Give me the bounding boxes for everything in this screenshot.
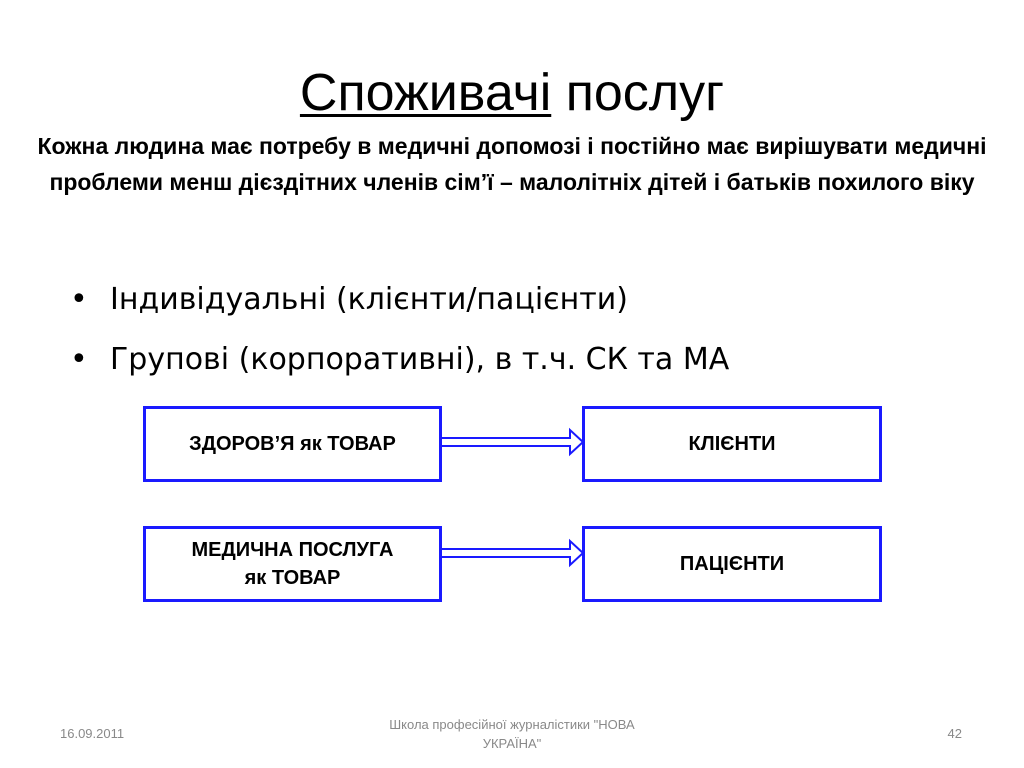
double-arrow-right-icon xyxy=(440,538,586,568)
diagram-box-clients xyxy=(582,406,882,482)
slide-title-underlined: Споживачі xyxy=(299,64,552,122)
bullet-text: Групові (корпоративні), в т.ч. СК та МА xyxy=(110,342,730,377)
bullet-dot-icon: • xyxy=(70,342,88,377)
footer-school-line2: УКРАЇНА" xyxy=(482,736,542,751)
diagram-box-label-line2: як ТОВАР xyxy=(244,567,341,589)
diagram-box-patients xyxy=(582,526,882,602)
diagram-box-label-line1: МЕДИЧНА ПОСЛУГА xyxy=(191,539,394,561)
diagram-box-health-as-product xyxy=(143,406,442,482)
diagram-box-label: ПАЦІЄНТИ xyxy=(679,553,785,575)
double-arrow-right-icon xyxy=(440,427,586,457)
bullet-item xyxy=(70,330,729,390)
slide-title-rest: послуг xyxy=(551,64,725,122)
bullet-list xyxy=(70,270,729,390)
footer-page-number: 42 xyxy=(947,726,962,741)
slide-title xyxy=(0,58,1024,128)
footer-school-line1: Школа професійної журналістики "НОВА xyxy=(389,717,635,732)
bullet-text: Індивідуальні (клієнти/пацієнти) xyxy=(110,282,628,317)
diagram-box-medical-service-as-product xyxy=(143,526,442,602)
diagram-box-label: КЛІЄНТИ xyxy=(688,433,776,455)
footer-school-name xyxy=(340,715,684,753)
footer-date: 16.09.2011 xyxy=(60,726,125,741)
bullet-dot-icon: • xyxy=(70,282,88,317)
bullet-item xyxy=(70,270,729,330)
slide-subtitle: Кожна людина має потребу в медичні допомозі і постійно має вирішувати медичні проблеми менш дієздітних членів сім’ї – малолітніх дітей і батьків похилого віку xyxy=(37,133,987,195)
diagram-box-label: ЗДОРОВ’Я як ТОВАР xyxy=(189,433,396,455)
